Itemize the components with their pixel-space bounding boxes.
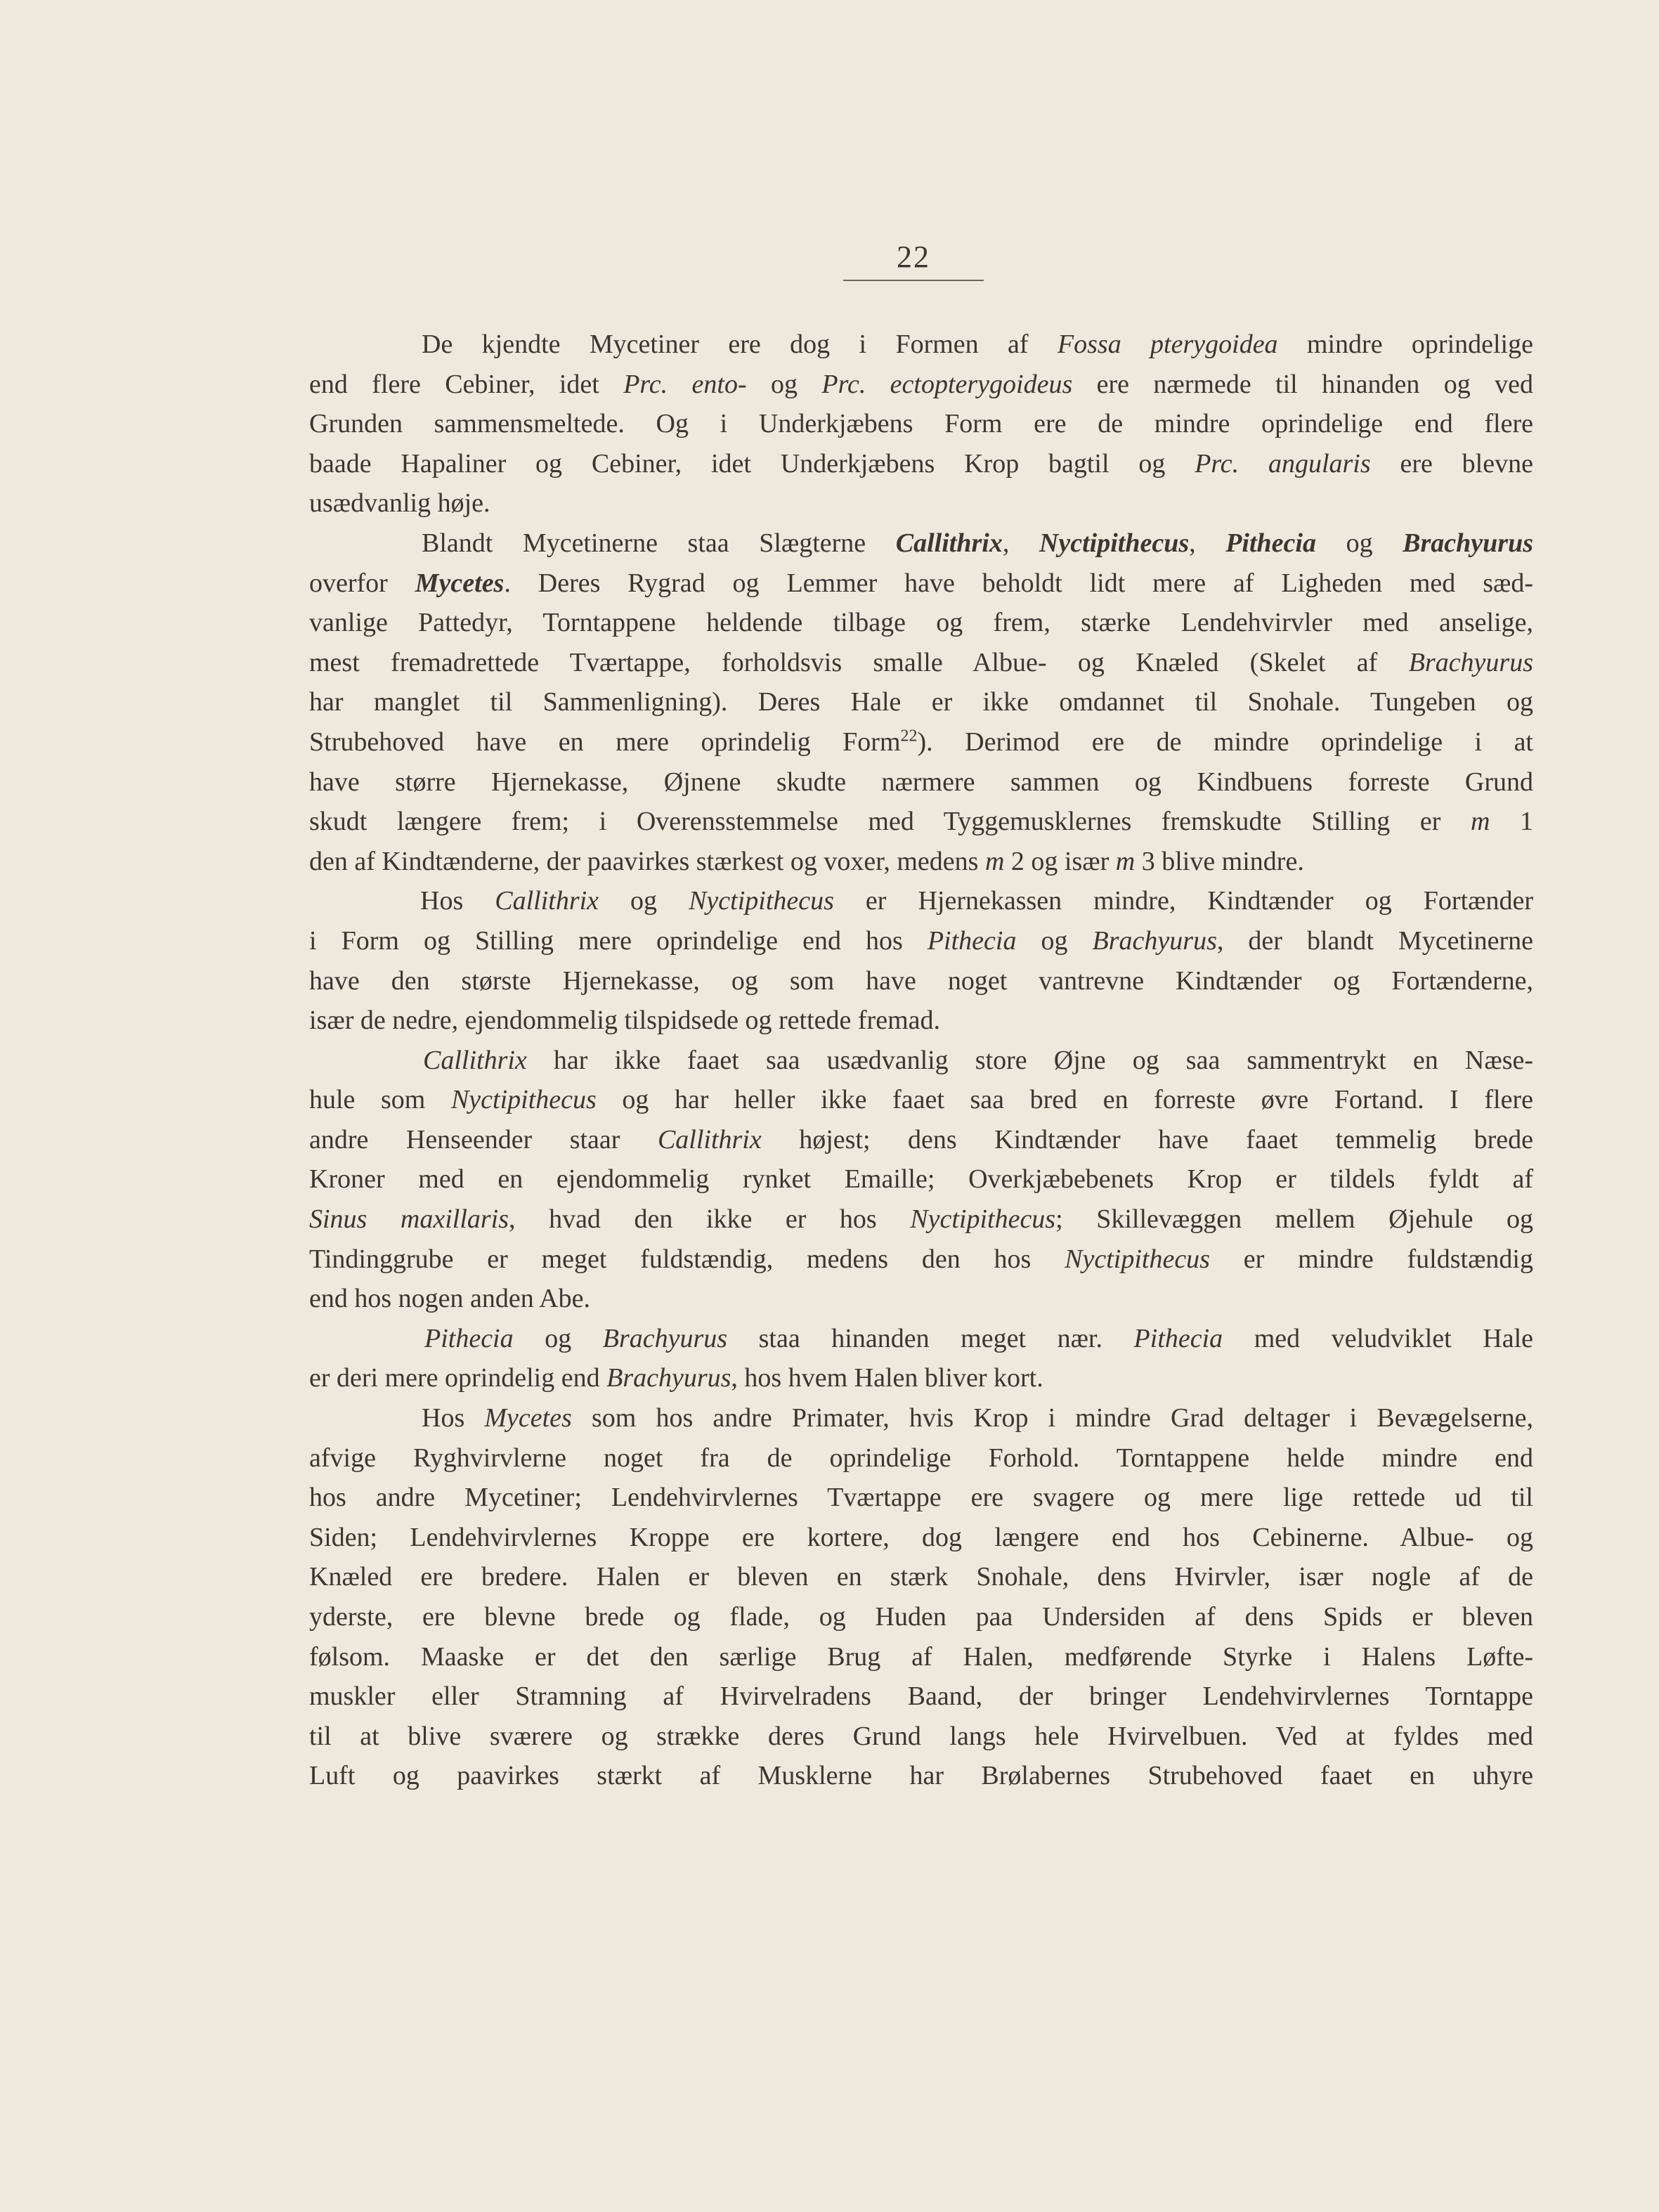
text-line: yderste, ere blevne brede og flade, og Huden paa Undersiden af dens Spids er bleven <box>309 1602 1533 1632</box>
text-line: overfor Mycetes. Deres Rygrad og Lemmer have beholdt lidt mere af Ligheden med sæd- <box>309 568 1533 598</box>
text-line: usædvanlig høje. <box>309 488 490 519</box>
text-line: baade Hapaliner og Cebiner, idet Underkjæbens Krop bagtil og Prc. angularis ere blevne <box>309 448 1533 479</box>
text-line: Callithrix har ikke faaet saa usædvanlig store Øjne og saa sammentrykt en Næse- <box>423 1045 1533 1075</box>
text-line: have den største Hjernekasse, og som have noget vantrevne Kindtænder og Fortænderne, <box>309 965 1533 996</box>
text-line: andre Henseender staar Callithrix højest; dens Kindtænder have faaet temmelig brede <box>309 1124 1534 1154</box>
text-line: Tindinggrube er meget fuldstændig, medens den hos Nyctipithecus er mindre fuldstændig <box>309 1244 1533 1274</box>
text-line: følsom. Maaske er det den særlige Brug af Halen, medførende Styrke i Halens Løfte- <box>309 1641 1533 1672</box>
text-line: til at blive sværere og strække deres Grund langs hele Hvirvelbuen. Ved at fyldes med <box>309 1721 1533 1751</box>
text-line: den af Kindtænderne, der paavirkes stærkest og voxer, medens m 2 og især m 3 blive mindre. <box>309 846 1304 876</box>
text-line: især de nedre, ejendommelig tilspidsede og rettede fremad. <box>309 1006 940 1036</box>
text-line: Grunden sammensmeltede. Og i Underkjæbens Form ere de mindre oprindelige end flere <box>309 409 1533 439</box>
text-line: Knæled ere bredere. Halen er bleven en stærk Snohale, dens Hvirvler, især nogle af de <box>309 1562 1533 1592</box>
text-line: vanlige Pattedyr, Torntappene heldende tilbage og frem, stærke Lendehvirvler med anselige, <box>309 608 1533 638</box>
text-line: end flere Cebiner, idet Prc. ento- og Prc. ectopterygoideus ere nærmede til hinanden og ved <box>309 369 1533 399</box>
text-line: Pithecia og Brachyurus staa hinanden meget nær. Pithecia med veludviklet Hale <box>424 1323 1533 1353</box>
text-line: har manglet til Sammenligning). Deres Hale er ikke omdannet til Snohale. Tungeben og <box>309 687 1533 717</box>
text-line: hule som Nyctipithecus og har heller ikke faaet saa bred en forreste øvre Fortand. I flere <box>309 1085 1533 1115</box>
text-line: Kroner med en ejendommelig rynket Emaille; Overkjæbebenets Krop er tildels fyldt af <box>309 1164 1533 1195</box>
text-line: Hos Callithrix og Nyctipithecus er Hjernekassen mindre, Kindtænder og Fortænder <box>420 886 1533 916</box>
text-line: skudt længere frem; i Overensstemmelse med Tyggemusklernes fremskudte Stilling er m 1 <box>309 807 1534 837</box>
text-line: Blandt Mycetinerne staa Slægterne Callithrix, Nyctipithecus, Pithecia og Brachyurus <box>422 528 1534 558</box>
text-line: Luft og paavirkes stærkt af Musklerne har Brølabernes Strubehoved faaet en uhyre <box>309 1761 1533 1791</box>
text-line: afvige Ryghvirvlerne noget fra de oprindelige Forhold. Torntappene helde mindre end <box>309 1443 1533 1473</box>
body-text <box>309 325 1533 1796</box>
text-line: Hos Mycetes som hos andre Primater, hvis Krop i mindre Grad deltager i Bevægelserne, <box>422 1403 1534 1433</box>
text-line: i Form og Stilling mere oprindelige end hos Pithecia og Brachyurus, der blandt Mycetinerne <box>309 925 1534 956</box>
text-line: Siden; Lendehvirvlernes Kroppe ere kortere, dog længere end hos Cebinerne. Albue- og <box>309 1522 1533 1552</box>
text-line: hos andre Mycetiner; Lendehvirvlernes Tværtappe ere svagere og mere lige rettede ud til <box>309 1483 1533 1513</box>
text-line: Strubehoved have en mere oprindelig Form$^{22}$). Derimod ere de mindre oprindelige i at <box>309 727 1533 757</box>
page-number: 22 <box>897 240 930 274</box>
text-line: mest fremadrettede Tværtappe, forholdsvis smalle Albue- og Knæled (Skelet af Brachyurus <box>309 647 1533 677</box>
text-line: er deri mere oprindelig end Brachyurus, hos hvem Halen bliver kort. <box>309 1363 1043 1393</box>
text-line: muskler eller Stramning af Hvirvelradens Baand, der bringer Lendehvirvlernes Torntappe <box>309 1681 1533 1712</box>
text-line: end hos nogen anden Abe. <box>309 1284 590 1314</box>
text-line: Sinus maxillaris, hvad den ikke er hos Nyctipithecus; Skillevæggen mellem Øjehule og <box>309 1204 1533 1235</box>
text-line: have større Hjernekasse, Øjnene skudte nærmere sammen og Kindbuens forreste Grund <box>309 767 1533 797</box>
page-number-rule <box>843 280 984 281</box>
text-line: De kjendte Mycetiner ere dog i Formen af Fossa pterygoidea mindre oprindelige <box>422 330 1533 359</box>
